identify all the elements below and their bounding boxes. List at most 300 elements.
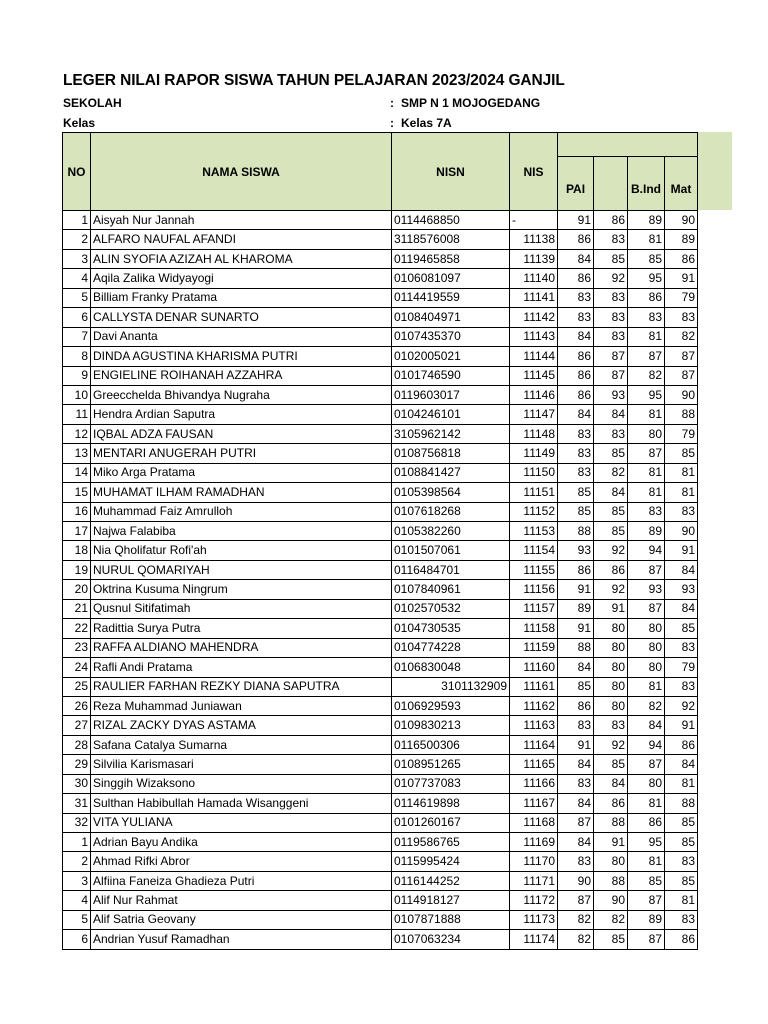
- cell-score-bind: 80: [628, 619, 665, 638]
- cell-score-pai: 91: [558, 211, 594, 230]
- cell-score-pai: 83: [558, 463, 594, 482]
- cell-score-2: 88: [594, 813, 628, 832]
- cell-name: VITA YULIANA: [91, 813, 392, 832]
- cell-nis: 11173: [510, 910, 558, 929]
- cell-score-bind: 89: [628, 522, 665, 541]
- cell-score-mat: 83: [665, 638, 698, 657]
- cell-nis: 11165: [510, 755, 558, 774]
- cell-nis: 11157: [510, 599, 558, 618]
- cell-nis: 11160: [510, 658, 558, 677]
- cell-score-2: 92: [594, 541, 628, 560]
- cell-score-mat: 82: [665, 327, 698, 346]
- cell-nis: 11163: [510, 716, 558, 735]
- cell-nisn: 0106929593: [392, 696, 510, 715]
- cell-nis: 11168: [510, 813, 558, 832]
- cell-score-pai: 83: [558, 424, 594, 443]
- cell-no: 2: [63, 230, 91, 249]
- cell-score-mat: 84: [665, 599, 698, 618]
- cell-name: IQBAL ADZA FAUSAN: [91, 424, 392, 443]
- cell-score-mat: 81: [665, 483, 698, 502]
- cell-score-mat: 85: [665, 619, 698, 638]
- table-row: [63, 463, 698, 482]
- cell-score-mat: 83: [665, 308, 698, 327]
- cell-nisn: 0108756818: [392, 444, 510, 463]
- cell-no: 31: [63, 794, 91, 813]
- cell-nisn: 0107871888: [392, 910, 510, 929]
- cell-score-mat: 83: [665, 502, 698, 521]
- cell-name: Hendra Ardian Saputra: [91, 405, 392, 424]
- cell-name: MUHAMAT ILHAM RAMADHAN: [91, 483, 392, 502]
- cell-nis: 11147: [510, 405, 558, 424]
- cell-name: Alif Nur Rahmat: [91, 891, 392, 910]
- table-row: [63, 249, 698, 268]
- cell-name: Andrian Yusuf Ramadhan: [91, 930, 392, 949]
- school-label: SEKOLAH: [63, 96, 122, 110]
- cell-nisn: 0116484701: [392, 560, 510, 579]
- cell-score-mat: 85: [665, 813, 698, 832]
- cell-no: 5: [63, 910, 91, 929]
- table-row: [63, 288, 698, 307]
- cell-score-bind: 87: [628, 891, 665, 910]
- cell-score-bind: 89: [628, 910, 665, 929]
- cell-score-2: 80: [594, 677, 628, 696]
- cell-nisn: 0101507061: [392, 541, 510, 560]
- cell-score-mat: 88: [665, 405, 698, 424]
- cell-no: 32: [63, 813, 91, 832]
- cell-score-mat: 89: [665, 230, 698, 249]
- school-value: SMP N 1 MOJOGEDANG: [401, 96, 541, 110]
- cell-nisn: 0106081097: [392, 269, 510, 288]
- cell-score-2: 87: [594, 366, 628, 385]
- cell-name: Aisyah Nur Jannah: [91, 211, 392, 230]
- cell-name: Aqila Zalika Widyayogi: [91, 269, 392, 288]
- extra-header-fill: [696, 132, 732, 210]
- cell-nis: 11159: [510, 638, 558, 657]
- cell-score-mat: 90: [665, 522, 698, 541]
- cell-score-2: 91: [594, 833, 628, 852]
- cell-name: RAULIER FARHAN REZKY DIANA SAPUTRA: [91, 677, 392, 696]
- header-name: NAMA SISWA: [91, 133, 392, 211]
- cell-score-bind: 87: [628, 755, 665, 774]
- cell-score-bind: 93: [628, 580, 665, 599]
- table-row: [63, 405, 698, 424]
- cell-score-bind: 87: [628, 347, 665, 366]
- cell-score-mat: 79: [665, 658, 698, 677]
- cell-score-2: 83: [594, 288, 628, 307]
- cell-score-bind: 85: [628, 249, 665, 268]
- cell-nis: 11142: [510, 308, 558, 327]
- cell-score-mat: 85: [665, 833, 698, 852]
- cell-score-2: 85: [594, 930, 628, 949]
- cell-nisn: 0107063234: [392, 930, 510, 949]
- cell-score-pai: 84: [558, 405, 594, 424]
- cell-no: 14: [63, 463, 91, 482]
- cell-nisn: 0104730535: [392, 619, 510, 638]
- cell-nis: 11167: [510, 794, 558, 813]
- cell-score-bind: 81: [628, 483, 665, 502]
- table-row: [63, 716, 698, 735]
- cell-nis: 11155: [510, 560, 558, 579]
- cell-score-2: 84: [594, 483, 628, 502]
- cell-name: Alif Satria Geovany: [91, 910, 392, 929]
- cell-nis: -: [510, 211, 558, 230]
- cell-nisn: 0109830213: [392, 716, 510, 735]
- cell-nisn: 0106830048: [392, 658, 510, 677]
- cell-no: 5: [63, 288, 91, 307]
- cell-nisn: 0114419559: [392, 288, 510, 307]
- cell-score-2: 91: [594, 599, 628, 618]
- cell-score-mat: 79: [665, 288, 698, 307]
- cell-score-2: 86: [594, 211, 628, 230]
- cell-score-2: 80: [594, 658, 628, 677]
- cell-name: CALLYSTA DENAR SUNARTO: [91, 308, 392, 327]
- cell-score-mat: 83: [665, 852, 698, 871]
- cell-score-mat: 87: [665, 347, 698, 366]
- cell-score-2: 92: [594, 735, 628, 754]
- cell-nis: 11171: [510, 871, 558, 890]
- cell-score-pai: 83: [558, 774, 594, 793]
- cell-nisn: 0101260167: [392, 813, 510, 832]
- cell-score-pai: 85: [558, 483, 594, 502]
- cell-score-pai: 93: [558, 541, 594, 560]
- cell-score-pai: 83: [558, 308, 594, 327]
- cell-nis: 11170: [510, 852, 558, 871]
- cell-nisn: 0104774228: [392, 638, 510, 657]
- cell-score-pai: 91: [558, 735, 594, 754]
- table-row: [63, 327, 698, 346]
- cell-name: RAFFA ALDIANO MAHENDRA: [91, 638, 392, 657]
- cell-nis: 11149: [510, 444, 558, 463]
- cell-nisn: 0116500306: [392, 735, 510, 754]
- cell-nisn: 0115995424: [392, 852, 510, 871]
- cell-score-bind: 81: [628, 327, 665, 346]
- cell-nisn: 0104246101: [392, 405, 510, 424]
- table-row: [63, 230, 698, 249]
- table-row: [63, 424, 698, 443]
- cell-nisn: 0107618268: [392, 502, 510, 521]
- cell-score-bind: 80: [628, 774, 665, 793]
- cell-score-mat: 86: [665, 930, 698, 949]
- table-row: [63, 580, 698, 599]
- table-row: [63, 502, 698, 521]
- cell-name: Ahmad Rifki Abror: [91, 852, 392, 871]
- cell-score-bind: 95: [628, 269, 665, 288]
- table-row: [63, 483, 698, 502]
- cell-nisn: 0101746590: [392, 366, 510, 385]
- cell-score-pai: 85: [558, 677, 594, 696]
- table-row: [63, 891, 698, 910]
- cell-score-pai: 86: [558, 230, 594, 249]
- cell-nisn: 0119603017: [392, 385, 510, 404]
- cell-name: MENTARI ANUGERAH PUTRI: [91, 444, 392, 463]
- cell-no: 1: [63, 833, 91, 852]
- cell-score-mat: 93: [665, 580, 698, 599]
- cell-score-2: 80: [594, 638, 628, 657]
- cell-score-pai: 82: [558, 910, 594, 929]
- table-row: [63, 269, 698, 288]
- cell-no: 8: [63, 347, 91, 366]
- cell-nis: 11154: [510, 541, 558, 560]
- cell-score-pai: 83: [558, 288, 594, 307]
- table-row: [63, 522, 698, 541]
- cell-nis: 11158: [510, 619, 558, 638]
- table-row: [63, 366, 698, 385]
- cell-nis: 11169: [510, 833, 558, 852]
- cell-name: NURUL QOMARIYAH: [91, 560, 392, 579]
- cell-score-pai: 88: [558, 522, 594, 541]
- cell-score-bind: 87: [628, 930, 665, 949]
- cell-score-pai: 84: [558, 794, 594, 813]
- cell-no: 16: [63, 502, 91, 521]
- cell-score-mat: 83: [665, 910, 698, 929]
- cell-score-2: 84: [594, 405, 628, 424]
- cell-nis: 11148: [510, 424, 558, 443]
- cell-nisn: 0119465858: [392, 249, 510, 268]
- cell-name: Qusnul Sitifatimah: [91, 599, 392, 618]
- cell-score-bind: 84: [628, 716, 665, 735]
- cell-nisn: 0102570532: [392, 599, 510, 618]
- cell-name: Davi Ananta: [91, 327, 392, 346]
- table-row: [63, 308, 698, 327]
- cell-nis: 11161: [510, 677, 558, 696]
- school-colon: :: [390, 96, 394, 110]
- cell-no: 7: [63, 327, 91, 346]
- cell-nis: 11138: [510, 230, 558, 249]
- cell-no: 27: [63, 716, 91, 735]
- table-row: [63, 852, 698, 871]
- table-row: [63, 211, 698, 230]
- cell-score-bind: 89: [628, 211, 665, 230]
- cell-score-mat: 90: [665, 385, 698, 404]
- cell-score-pai: 91: [558, 580, 594, 599]
- class-colon: :: [390, 116, 394, 130]
- table-header: [63, 133, 698, 211]
- cell-score-pai: 90: [558, 871, 594, 890]
- cell-name: Greecchelda Bhivandya Nugraha: [91, 385, 392, 404]
- cell-score-2: 87: [594, 347, 628, 366]
- cell-score-mat: 88: [665, 794, 698, 813]
- cell-nis: 11153: [510, 522, 558, 541]
- table-row: [63, 696, 698, 715]
- cell-nisn: 0108404971: [392, 308, 510, 327]
- table-row: [63, 444, 698, 463]
- cell-score-2: 85: [594, 444, 628, 463]
- cell-score-2: 83: [594, 230, 628, 249]
- cell-score-bind: 94: [628, 735, 665, 754]
- table-row: [63, 871, 698, 890]
- cell-name: DINDA AGUSTINA KHARISMA PUTRI: [91, 347, 392, 366]
- cell-nis: 11151: [510, 483, 558, 502]
- cell-name: Reza Muhammad Juniawan: [91, 696, 392, 715]
- cell-score-2: 90: [594, 891, 628, 910]
- cell-score-bind: 87: [628, 599, 665, 618]
- cell-score-bind: 94: [628, 541, 665, 560]
- header-subject-mat: Mat: [665, 157, 698, 211]
- cell-score-2: 82: [594, 910, 628, 929]
- cell-score-pai: 84: [558, 833, 594, 852]
- cell-no: 28: [63, 735, 91, 754]
- cell-score-2: 80: [594, 619, 628, 638]
- cell-score-bind: 95: [628, 833, 665, 852]
- cell-score-2: 83: [594, 424, 628, 443]
- cell-name: Nia Qholifatur Rofi'ah: [91, 541, 392, 560]
- cell-score-2: 85: [594, 522, 628, 541]
- cell-score-2: 86: [594, 794, 628, 813]
- cell-no: 18: [63, 541, 91, 560]
- cell-score-pai: 86: [558, 560, 594, 579]
- cell-no: 4: [63, 891, 91, 910]
- header-no: NO: [63, 133, 91, 211]
- cell-score-2: 83: [594, 308, 628, 327]
- cell-nisn: 3118576008: [392, 230, 510, 249]
- cell-name: Safana Catalya Sumarna: [91, 735, 392, 754]
- cell-score-bind: 86: [628, 288, 665, 307]
- cell-score-pai: 86: [558, 366, 594, 385]
- cell-score-bind: 81: [628, 794, 665, 813]
- cell-name: Silvilia Karismasari: [91, 755, 392, 774]
- cell-score-mat: 84: [665, 755, 698, 774]
- cell-nis: 11140: [510, 269, 558, 288]
- cell-name: ALIN SYOFIA AZIZAH AL KHAROMA: [91, 249, 392, 268]
- cell-nis: 11172: [510, 891, 558, 910]
- cell-nis: 11146: [510, 385, 558, 404]
- cell-score-mat: 87: [665, 366, 698, 385]
- cell-nisn: 3101132909: [392, 677, 510, 696]
- cell-score-pai: 83: [558, 716, 594, 735]
- cell-score-mat: 86: [665, 735, 698, 754]
- cell-no: 15: [63, 483, 91, 502]
- cell-score-bind: 83: [628, 502, 665, 521]
- cell-score-bind: 81: [628, 230, 665, 249]
- cell-nis: 11164: [510, 735, 558, 754]
- cell-no: 29: [63, 755, 91, 774]
- cell-score-mat: 92: [665, 696, 698, 715]
- cell-score-2: 92: [594, 580, 628, 599]
- cell-nis: 11162: [510, 696, 558, 715]
- cell-score-bind: 85: [628, 871, 665, 890]
- cell-no: 17: [63, 522, 91, 541]
- header-subject-blank: [594, 157, 628, 211]
- cell-nisn: 3105962142: [392, 424, 510, 443]
- class-label: Kelas: [63, 116, 96, 130]
- cell-score-mat: 91: [665, 541, 698, 560]
- cell-no: 3: [63, 249, 91, 268]
- cell-score-mat: 81: [665, 463, 698, 482]
- header-nisn: NISN: [392, 133, 510, 211]
- cell-nisn: 0107840961: [392, 580, 510, 599]
- cell-nis: 11145: [510, 366, 558, 385]
- cell-no: 26: [63, 696, 91, 715]
- cell-score-2: 93: [594, 385, 628, 404]
- cell-nis: 11152: [510, 502, 558, 521]
- cell-score-pai: 87: [558, 813, 594, 832]
- cell-score-pai: 86: [558, 696, 594, 715]
- cell-score-bind: 87: [628, 560, 665, 579]
- cell-score-pai: 88: [558, 638, 594, 657]
- cell-name: Najwa Falabiba: [91, 522, 392, 541]
- cell-score-2: 85: [594, 502, 628, 521]
- cell-score-mat: 91: [665, 269, 698, 288]
- cell-score-bind: 82: [628, 366, 665, 385]
- cell-score-pai: 84: [558, 658, 594, 677]
- cell-score-pai: 85: [558, 502, 594, 521]
- cell-name: Alfiina Faneiza Ghadieza Putri: [91, 871, 392, 890]
- table-row: [63, 385, 698, 404]
- class-value: Kelas 7A: [401, 116, 452, 130]
- cell-no: 30: [63, 774, 91, 793]
- cell-score-mat: 85: [665, 871, 698, 890]
- table-row: [63, 658, 698, 677]
- cell-no: 6: [63, 930, 91, 949]
- cell-score-pai: 86: [558, 269, 594, 288]
- cell-name: Miko Arga Pratama: [91, 463, 392, 482]
- cell-nis: 11174: [510, 930, 558, 949]
- cell-score-bind: 80: [628, 424, 665, 443]
- cell-name: Billiam Franky Pratama: [91, 288, 392, 307]
- cell-nis: 11143: [510, 327, 558, 346]
- cell-score-pai: 86: [558, 385, 594, 404]
- cell-score-bind: 86: [628, 813, 665, 832]
- cell-nis: 11144: [510, 347, 558, 366]
- cell-nisn: 0107737083: [392, 774, 510, 793]
- header-subject-pai: PAI: [558, 157, 594, 211]
- cell-no: 2: [63, 852, 91, 871]
- cell-score-bind: 81: [628, 405, 665, 424]
- cell-score-2: 82: [594, 463, 628, 482]
- cell-no: 24: [63, 658, 91, 677]
- cell-score-2: 80: [594, 696, 628, 715]
- cell-score-2: 84: [594, 774, 628, 793]
- cell-name: ENGIELINE ROIHANAH AZZAHRA: [91, 366, 392, 385]
- cell-nisn: 0119586765: [392, 833, 510, 852]
- table-row: [63, 930, 698, 949]
- cell-no: 12: [63, 424, 91, 443]
- cell-no: 13: [63, 444, 91, 463]
- cell-name: Oktrina Kusuma Ningrum: [91, 580, 392, 599]
- cell-nisn: 0114619898: [392, 794, 510, 813]
- cell-name: Adrian Bayu Andika: [91, 833, 392, 852]
- cell-name: Sulthan Habibullah Hamada Wisanggeni: [91, 794, 392, 813]
- cell-name: RIZAL ZACKY DYAS ASTAMA: [91, 716, 392, 735]
- cell-score-bind: 81: [628, 677, 665, 696]
- cell-score-pai: 86: [558, 347, 594, 366]
- table-body: [63, 211, 698, 950]
- cell-score-mat: 81: [665, 891, 698, 910]
- cell-score-mat: 83: [665, 677, 698, 696]
- header-nis: NIS: [510, 133, 558, 211]
- cell-no: 10: [63, 385, 91, 404]
- cell-score-bind: 81: [628, 463, 665, 482]
- cell-nis: 11139: [510, 249, 558, 268]
- cell-nisn: 0114468850: [392, 211, 510, 230]
- cell-no: 23: [63, 638, 91, 657]
- cell-score-pai: 91: [558, 619, 594, 638]
- cell-nis: 11166: [510, 774, 558, 793]
- cell-score-pai: 84: [558, 755, 594, 774]
- cell-nisn: 0105398564: [392, 483, 510, 502]
- cell-no: 1: [63, 211, 91, 230]
- cell-no: 3: [63, 871, 91, 890]
- table-row: [63, 677, 698, 696]
- table-row: [63, 833, 698, 852]
- cell-nisn: 0105382260: [392, 522, 510, 541]
- cell-name: Radittia Surya Putra: [91, 619, 392, 638]
- cell-score-pai: 83: [558, 444, 594, 463]
- cell-score-pai: 83: [558, 852, 594, 871]
- cell-score-mat: 86: [665, 249, 698, 268]
- cell-name: Rafli Andi Pratama: [91, 658, 392, 677]
- cell-score-bind: 80: [628, 638, 665, 657]
